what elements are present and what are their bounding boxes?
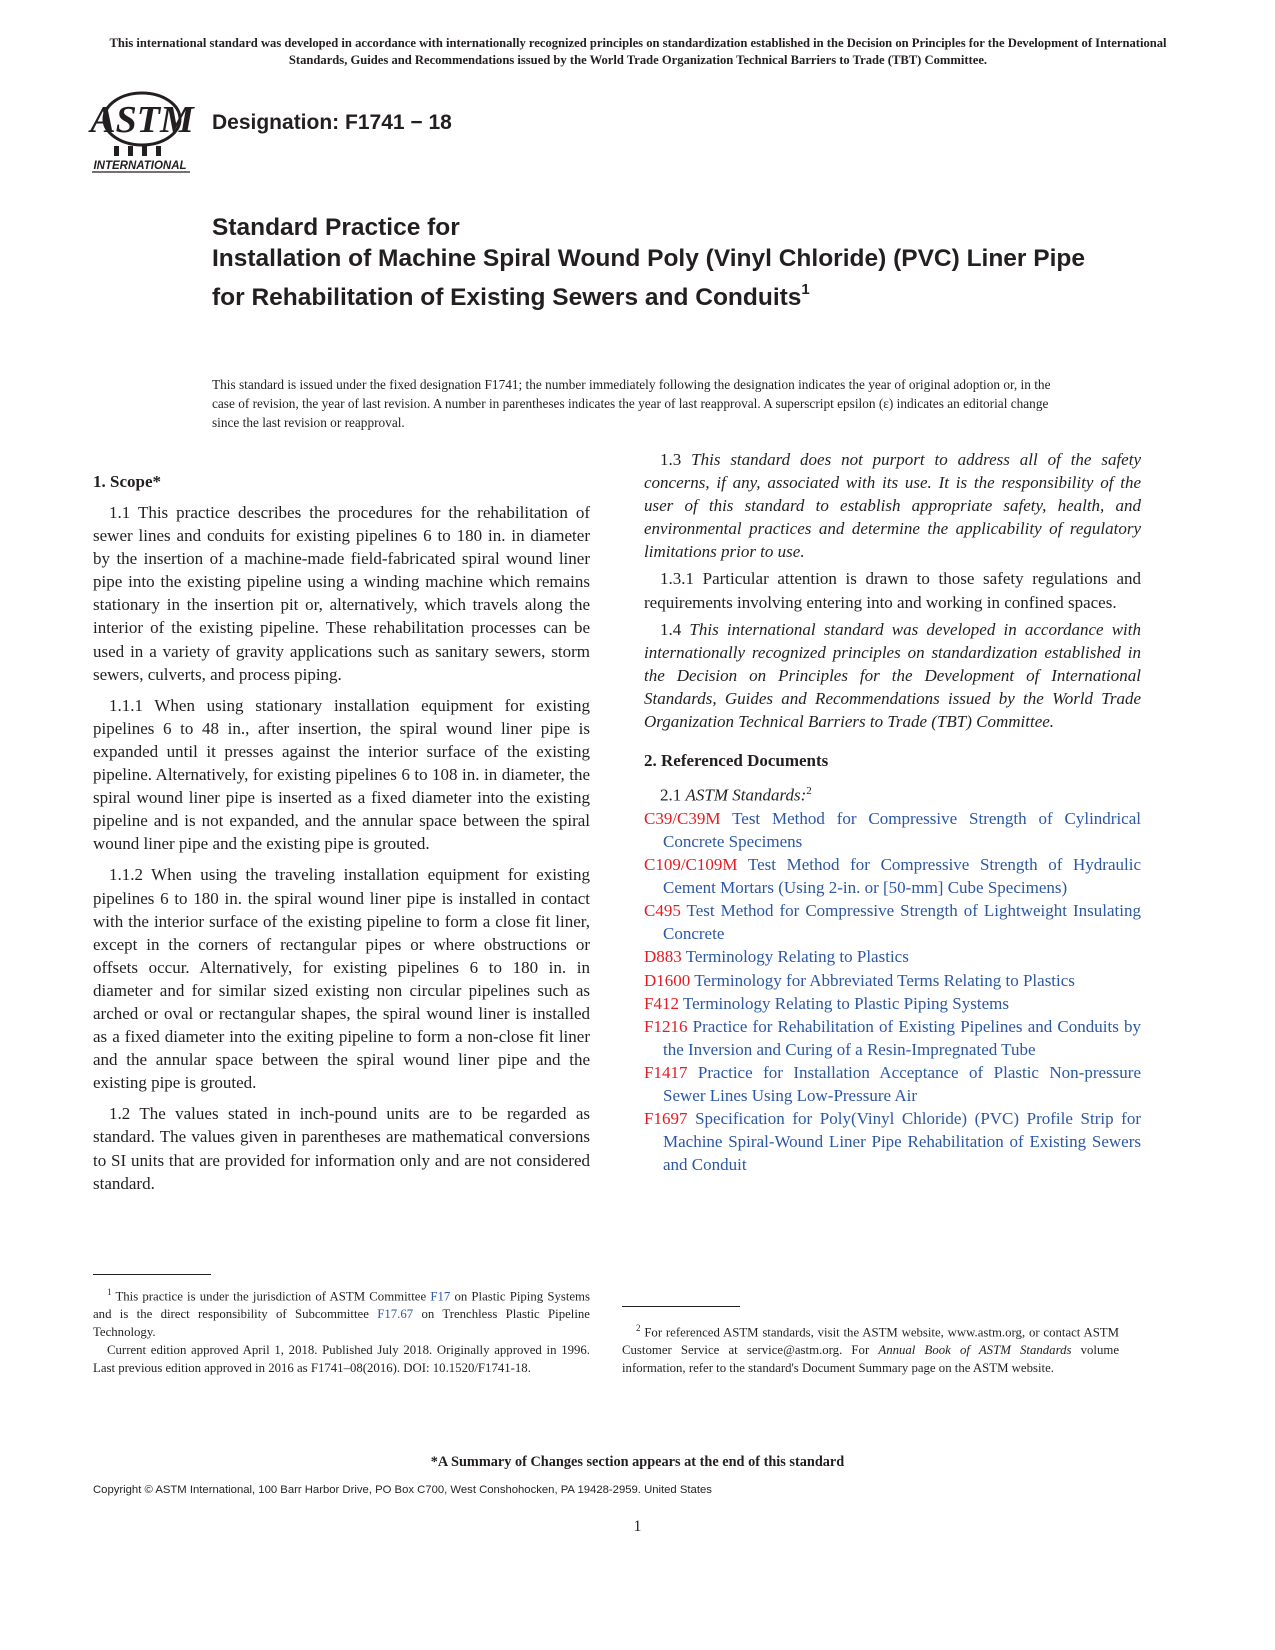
- reference-code-link[interactable]: F1697: [644, 1109, 688, 1129]
- para-1-3: 1.3 This standard does not purport to address all of the safety concerns, if any, associated with its use. It is the responsibility of the user of this standard to establish appropriate safety, health, and environmental practices and determine the applicability of regulatory limitations prior to use.: [644, 450, 1141, 562]
- reference-item: [644, 1061, 1141, 1107]
- footnote-1-edition: Current edition approved April 1, 2018. Published July 2018. Originally approved in 1996. Last previous edition approved in 2016 as F1741–08(2016). DOI: 10.1520/F1741-18.: [93, 1343, 590, 1376]
- issue-note: This standard is issued under the fixed designation F1741; the number immediately following the designation indicates the year of original adoption or, in the case of revision, the year of last revision. A number in parentheses indicates the year of last reapproval. A superscript epsilon (ε) indicates an editorial change since the last revision or reapproval.: [212, 377, 1051, 430]
- reference-title-link[interactable]: Terminology for Abbreviated Terms Relating to Plastics: [694, 970, 1075, 990]
- reference-item: [644, 853, 1141, 899]
- reference-title-link[interactable]: Test Method for Compressive Strength of Cylindrical Concrete Specimens: [663, 808, 1141, 851]
- title-main: Installation of Machine Spiral Wound Poly (Vinyl Chloride) (PVC) Liner Pipe for Rehabilitation of Existing Sewers and Conduits$^1$: [212, 245, 1086, 311]
- reference-title-link[interactable]: Terminology Relating to Plastics: [685, 947, 909, 967]
- astm-logo: [88, 86, 200, 178]
- reference-code-link[interactable]: F1417: [644, 1062, 688, 1082]
- reference-item: [644, 969, 1141, 992]
- title-prefix: Standard Practice for: [212, 214, 460, 241]
- reference-code-link[interactable]: F412: [644, 993, 679, 1013]
- para-1-3-1: 1.3.1 Particular attention is drawn to those safety regulations and requirements involving entering into and working in confined spaces.: [644, 569, 1141, 612]
- para-1-4: 1.4 This international standard was developed in accordance with internationally recognized principles on standardization established in the Decision on Principles for the Development of International Standards, Guides and Recommendations issued by the World Trade Organization Technical Barriers to Trade (TBT) Committee.: [644, 619, 1141, 732]
- reference-code-link[interactable]: C109/C109M: [644, 855, 738, 875]
- para-1-2: 1.2 The values stated in inch-pound units are to be regarded as standard. The values given in parentheses are mathematical conversions to SI units that are provided for information only and are not considered standard.: [93, 1104, 590, 1193]
- document-title: [212, 212, 1112, 313]
- reference-code-link[interactable]: D883: [644, 947, 682, 967]
- para-1-1-1: 1.1.1 When using stationary installation equipment for existing pipelines 6 to 48 in., after insertion, the spiral wound liner pipe is expanded until it presses against the interior surface of the existing pipeline. Alternatively, for existing pipelines 6 to 108 in. in diameter, the spiral wound liner pipe is inserted as a fixed diameter into the existing pipeline and is not expanded, and the annular space between the spiral wound liner pipe and the existing pipe is grouted.: [93, 695, 590, 854]
- subcommittee-link[interactable]: F17.67: [377, 1307, 414, 1322]
- referenced-heading: 2. Referenced Documents: [644, 751, 829, 771]
- reference-item: [644, 899, 1141, 945]
- right-column: [644, 448, 1141, 1176]
- reference-title-link[interactable]: Test Method for Compressive Strength of Lightweight Insulating Concrete: [663, 901, 1141, 944]
- reference-code-link[interactable]: C39/C39M: [644, 808, 721, 828]
- designation: Designation: F1741 − 18: [212, 111, 452, 134]
- page-number: 1: [633, 1518, 642, 1535]
- reference-code-link[interactable]: D1600: [644, 970, 691, 990]
- reference-title-link[interactable]: Practice for Rehabilitation of Existing Pipelines and Conduits by the Inversion and Curing of a Resin-Impregnated Tube: [663, 1016, 1141, 1059]
- scope-heading: 1. Scope*: [93, 472, 161, 491]
- reference-title-link[interactable]: Test Method for Compressive Strength of Hydraulic Cement Mortars (Using 2-in. or [50-mm] Cube Specimens): [663, 855, 1141, 898]
- reference-item: [644, 1107, 1141, 1176]
- committee-link[interactable]: F17: [430, 1289, 451, 1304]
- reference-item: [644, 807, 1141, 853]
- footnote-1: $^1$ This practice is under the jurisdiction of ASTM Committee F17 on Plastic Piping Systems and is the direct responsibility of Subcommittee F17.67 on Trenchless Plastic Pipeline Technology. Current edition approved April 1, 2018. Published July 2018. Originally approved in 1996. Last previous edition approved in 2016 as F1741–08(2016). DOI: 10.1520/F1741-18.: [93, 1287, 590, 1376]
- left-column: [93, 470, 590, 1195]
- footnote-2: $^2$ For referenced ASTM standards, visit the ASTM website, www.astm.org, or contact ASTM Customer Service at service@astm.org. For Annual Book of ASTM Standards volume information, refer to the standard's Document Summary page on the ASTM website.: [622, 1323, 1120, 1376]
- reference-code-link[interactable]: C495: [644, 901, 681, 921]
- reference-item: [644, 945, 1141, 968]
- wto-notice: This international standard was developed in accordance with internationally recognized principles on standardization established in the Decision on Principles for the Development of International Standards, Guides and Recommendations issued by the World Trade Organization Technical Barriers to Trade (TBT) Committee.: [109, 36, 1167, 67]
- reference-item: [644, 992, 1141, 1015]
- copyright: Copyright © ASTM International, 100 Barr Harbor Drive, PO Box C700, West Conshohocken, PA 19428-2959. United States: [93, 1484, 712, 1496]
- reference-title-link[interactable]: Practice for Installation Acceptance of Plastic Non-pressure Sewer Lines Using Low-Pressure Air: [663, 1062, 1141, 1105]
- para-1-1-2: 1.1.2 When using the traveling installation equipment for existing pipelines 6 to 180 in. the spiral wound liner pipe is installed in contact with the interior surface of the existing pipeline to form a close fit liner, except in the corners of rectangular pipes or where obstructions or offsets occur. Alternatively, for existing pipelines 6 to 180 in. in diameter and for similar sized existing non circular pipelines such as arched or oval or rectangular shapes, the spiral wound liner is installed as a fixed diameter into the exiting pipeline to form a non-close fit liner and the annular space between the spiral wound liner pipe and the existing pipe is grouted.: [93, 865, 590, 1093]
- para-1-1: 1.1 This practice describes the procedures for the rehabilitation of sewer lines and conduits for existing pipelines 6 to 180 in. in diameter by the insertion of a machine-made field-fabricated spiral wound liner pipe into the existing pipeline using a winding machine which remains stationary in the insertion pit or, alternatively, which travels along the interior of the existing pipeline. These rehabilitation processes can be used in a variety of gravity applications such as sanitary sewers, storm sewers, culverts, and process piping.: [93, 503, 590, 684]
- svg-text:INTERNATIONAL: INTERNATIONAL: [93, 160, 187, 172]
- referenced-list: [644, 807, 1141, 1177]
- reference-code-link[interactable]: F1216: [644, 1016, 688, 1036]
- svg-text:ASTM: ASTM: [90, 99, 194, 141]
- reference-title-link[interactable]: Specification for Poly(Vinyl Chloride) (PVC) Profile Strip for Machine Spiral-Wound Liner Pipe Rehabilitation of Existing Sewers and Conduit: [663, 1109, 1141, 1175]
- astm-standards-label: 2.1 ASTM Standards:$^2$: [660, 785, 812, 805]
- reference-item: [644, 1015, 1141, 1061]
- reference-title-link[interactable]: Terminology Relating to Plastic Piping Systems: [682, 993, 1009, 1013]
- summary-of-changes-note: *A Summary of Changes section appears at the end of this standard: [430, 1454, 845, 1470]
